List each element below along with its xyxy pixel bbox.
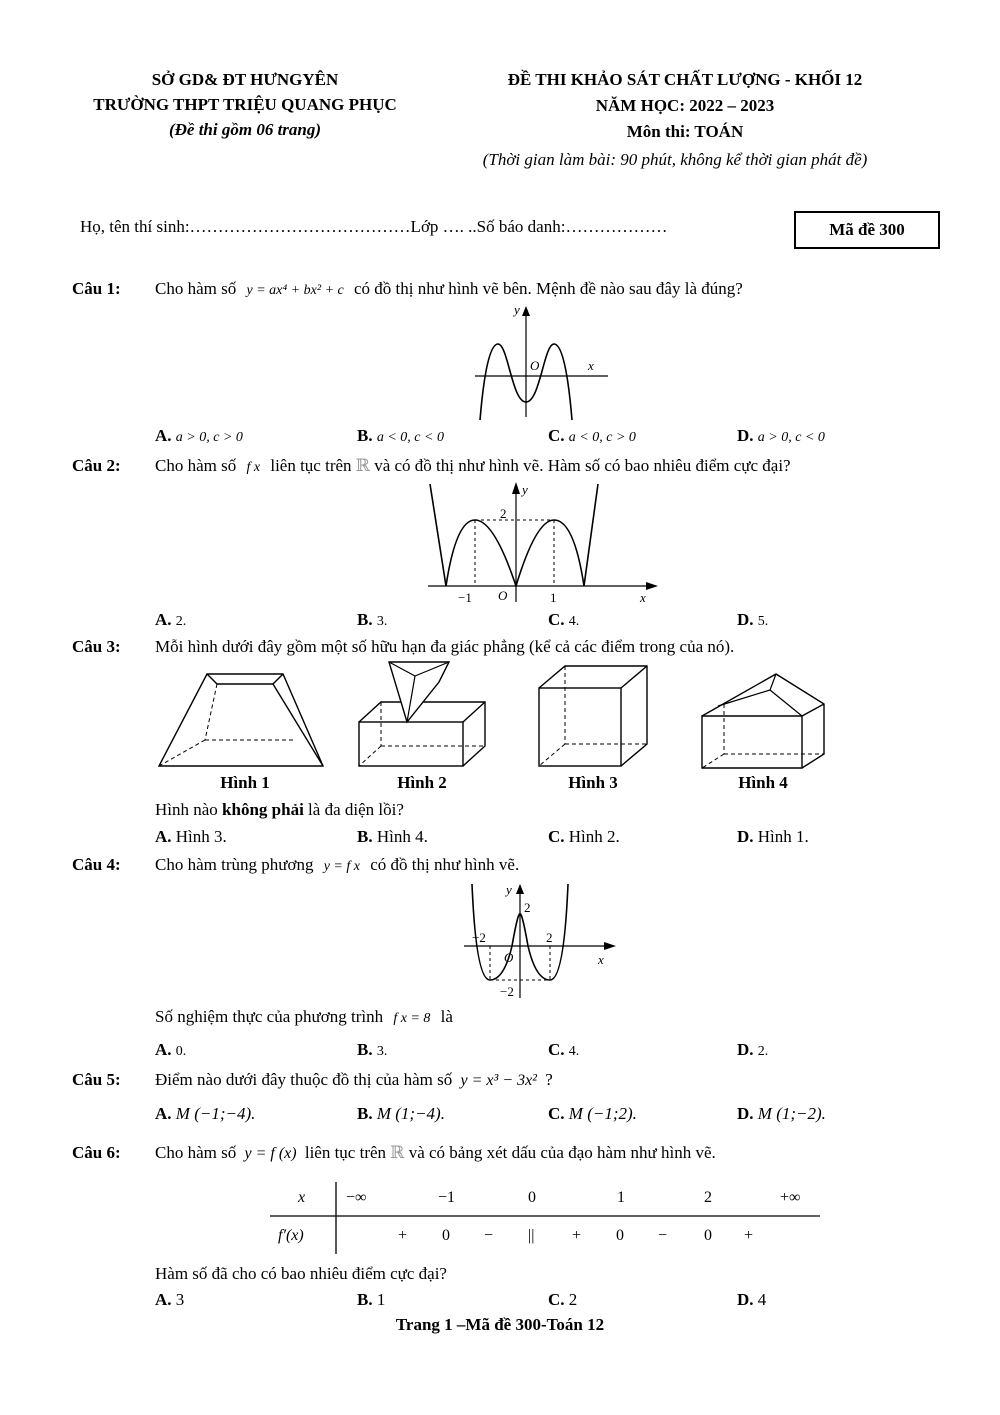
school-name: TRƯỜNG THPT TRIỆU QUANG PHỤC — [93, 95, 397, 114]
q1-graph-origin: O — [530, 358, 540, 373]
q4-label: Câu 4: — [72, 855, 121, 874]
q6-option-b[interactable]: B. 1 — [357, 1290, 386, 1309]
q1-text: Cho hàm số y = ax⁴ + bx² + c có đồ thị như hình vẽ bên. Mệnh đề nào sau đây là đúng? — [155, 279, 743, 298]
q3-figure-2-label: Hình 2 — [397, 773, 447, 792]
q5-option-b[interactable]: B. M (1;−4). — [357, 1104, 445, 1123]
subject: Môn thi: TOÁN — [626, 122, 744, 141]
q2-graph-tick-m1: −1 — [458, 590, 472, 605]
q6-table-deriv-head: f′(x) — [278, 1227, 304, 1244]
q4-graph-y-label: y — [506, 882, 512, 897]
q2-graph — [420, 480, 660, 605]
q6-label: Câu 6: — [72, 1143, 121, 1162]
q2-option-a[interactable]: A. 2. — [155, 610, 187, 629]
q6-real-set: ℝ — [390, 1143, 405, 1162]
q4-graph-tick-2: 2 — [546, 930, 553, 945]
q2-graph-y-label: y — [522, 482, 528, 497]
q3-option-b[interactable]: B. Hình 4. — [357, 827, 428, 846]
q1-option-b[interactable]: B. a < 0, c < 0 — [357, 426, 444, 445]
q3-text: Mỗi hình dưới đây gồm một số hữu hạn đa giác phẳng (kể cả các điểm trong của nó). — [155, 637, 735, 656]
q2-graph-tick-2: 2 — [500, 506, 507, 521]
q2-graph-x-label: x — [640, 590, 646, 605]
q3-figure-4 — [698, 664, 830, 772]
q5-option-d[interactable]: D. M (1;−2). — [737, 1104, 826, 1123]
q4-formula: y = f x — [323, 859, 360, 874]
q4-option-a[interactable]: A. 0. — [155, 1040, 187, 1059]
q2-formula: f x — [246, 460, 261, 475]
q2-option-d[interactable]: D. 5. — [737, 610, 769, 629]
q5-text: Điểm nào dưới đây thuộc đồ thị của hàm số y = x³ − 3x² ? — [155, 1070, 553, 1089]
q4-graph — [460, 880, 620, 1002]
q5-option-c[interactable]: C. M (−1;2). — [548, 1104, 637, 1123]
q6-table-x-0: 0 — [528, 1189, 536, 1206]
q6-formula: y = f (x) — [244, 1145, 297, 1162]
q1-graph — [470, 302, 610, 422]
q2-graph-tick-1: 1 — [550, 590, 557, 605]
q4-option-b[interactable]: B. 3. — [357, 1040, 388, 1059]
q3-question: Hình nào không phải là đa diện lồi? — [155, 800, 404, 819]
q6-text: Cho hàm số y = f (x) liên tục trên ℝ và có bảng xét dấu của đạo hàm như hình vẽ. — [155, 1143, 716, 1162]
q3-option-c[interactable]: C. Hình 2. — [548, 827, 620, 846]
q3-figure-1-label: Hình 1 — [220, 773, 270, 792]
q4-graph-tick-m2: −2 — [472, 930, 486, 945]
exam-title: ĐỀ THI KHẢO SÁT CHẤT LƯỢNG - KHỐI 12 — [507, 70, 863, 89]
q6-table-sign: 0 — [704, 1227, 712, 1244]
q6-table-sign: − — [658, 1227, 668, 1244]
q6-option-c[interactable]: C. 2 — [548, 1290, 578, 1309]
q3-figure-4-label: Hình 4 — [738, 773, 788, 792]
q4-text: Cho hàm trùng phương y = f x có đồ thị như hình vẽ. — [155, 855, 520, 874]
q6-table-sign: 0 — [616, 1227, 624, 1244]
q3-option-a[interactable]: A. Hình 3. — [155, 827, 227, 846]
q5-option-a[interactable]: A. M (−1;−4). — [155, 1104, 256, 1123]
q6-option-a[interactable]: A. 3 — [155, 1290, 185, 1309]
student-info-line: Họ, tên thí sinh:…………………………………Lớp …. ..Số báo danh:……………… — [80, 217, 668, 236]
q3-label: Câu 3: — [72, 637, 121, 656]
q6-sign-table — [270, 1178, 820, 1256]
q6-table-sign: + — [398, 1227, 408, 1244]
q2-label: Câu 2: — [72, 456, 121, 475]
q6-table-x-minus-inf: −∞ — [346, 1189, 367, 1206]
q1-label: Câu 1: — [72, 279, 121, 298]
q6-table-x-2: 2 — [704, 1189, 712, 1206]
q6-subquestion: Hàm số đã cho có bao nhiêu điểm cực đại? — [155, 1264, 447, 1283]
q2-graph-origin: O — [498, 588, 508, 603]
q1-formula: y = ax⁴ + bx² + c — [246, 283, 344, 298]
time-note: (Thời gian làm bài: 90 phút, không kể thời gian phát đề) — [482, 150, 868, 169]
q6-table-x-1: 1 — [617, 1189, 625, 1206]
q4-graph-tick-m2-bottom: −2 — [500, 984, 514, 999]
q4-subq-formula: f x = 8 — [393, 1011, 431, 1026]
q4-option-c[interactable]: C. 4. — [548, 1040, 580, 1059]
school-year: NĂM HỌC: 2022 – 2023 — [595, 96, 775, 115]
q6-table-x-head: x — [298, 1189, 306, 1206]
q1-option-c[interactable]: C. a < 0, c > 0 — [548, 426, 636, 445]
q6-table-x-plus-inf: +∞ — [780, 1189, 801, 1206]
q5-label: Câu 5: — [72, 1070, 121, 1089]
q4-option-d[interactable]: D. 2. — [737, 1040, 769, 1059]
q4-graph-x-label: x — [598, 952, 604, 967]
q3-figure-1 — [155, 668, 335, 770]
q1-option-a[interactable]: A. a > 0, c > 0 — [155, 426, 243, 445]
page-footer: Trang 1 –Mã đề 300-Toán 12 — [395, 1315, 605, 1334]
q6-table-sign: || — [528, 1227, 535, 1244]
q6-table-sign: + — [572, 1227, 582, 1244]
page-count-note: (Đề thi gồm 06 trang) — [168, 120, 322, 139]
q4-subquestion: Số nghiệm thực của phương trình f x = 8 là — [155, 1007, 453, 1026]
q3-option-d[interactable]: D. Hình 1. — [737, 827, 809, 846]
q6-option-d[interactable]: D. 4 — [737, 1290, 767, 1309]
q6-table-sign: − — [484, 1227, 494, 1244]
q2-option-c[interactable]: C. 4. — [548, 610, 580, 629]
exam-code-box: Mã đề 300 — [794, 211, 940, 249]
q4-graph-tick-2-top: 2 — [524, 900, 531, 915]
q2-real-set: ℝ — [355, 456, 370, 475]
q6-table-x-m1: −1 — [438, 1189, 456, 1206]
q6-table-sign: + — [744, 1227, 754, 1244]
q1-option-d[interactable]: D. a > 0, c < 0 — [737, 426, 825, 445]
q2-text: Cho hàm số f x liên tục trên ℝ và có đồ thị như hình vẽ. Hàm số có bao nhiêu điểm cực đại? — [155, 456, 791, 475]
q4-graph-origin: O — [504, 950, 514, 965]
q1-graph-y-label: y — [514, 302, 520, 317]
q6-table-sign: 0 — [442, 1227, 450, 1244]
q3-figure-3-label: Hình 3 — [568, 773, 618, 792]
q3-figure-3 — [535, 662, 655, 770]
q1-graph-x-label: x — [588, 358, 594, 373]
school-dept: SỞ GD& ĐT HƯNGYÊN — [151, 70, 339, 89]
q5-formula: y = x³ − 3x² — [460, 1072, 537, 1089]
q3-figure-2 — [355, 660, 490, 770]
q2-option-b[interactable]: B. 3. — [357, 610, 388, 629]
